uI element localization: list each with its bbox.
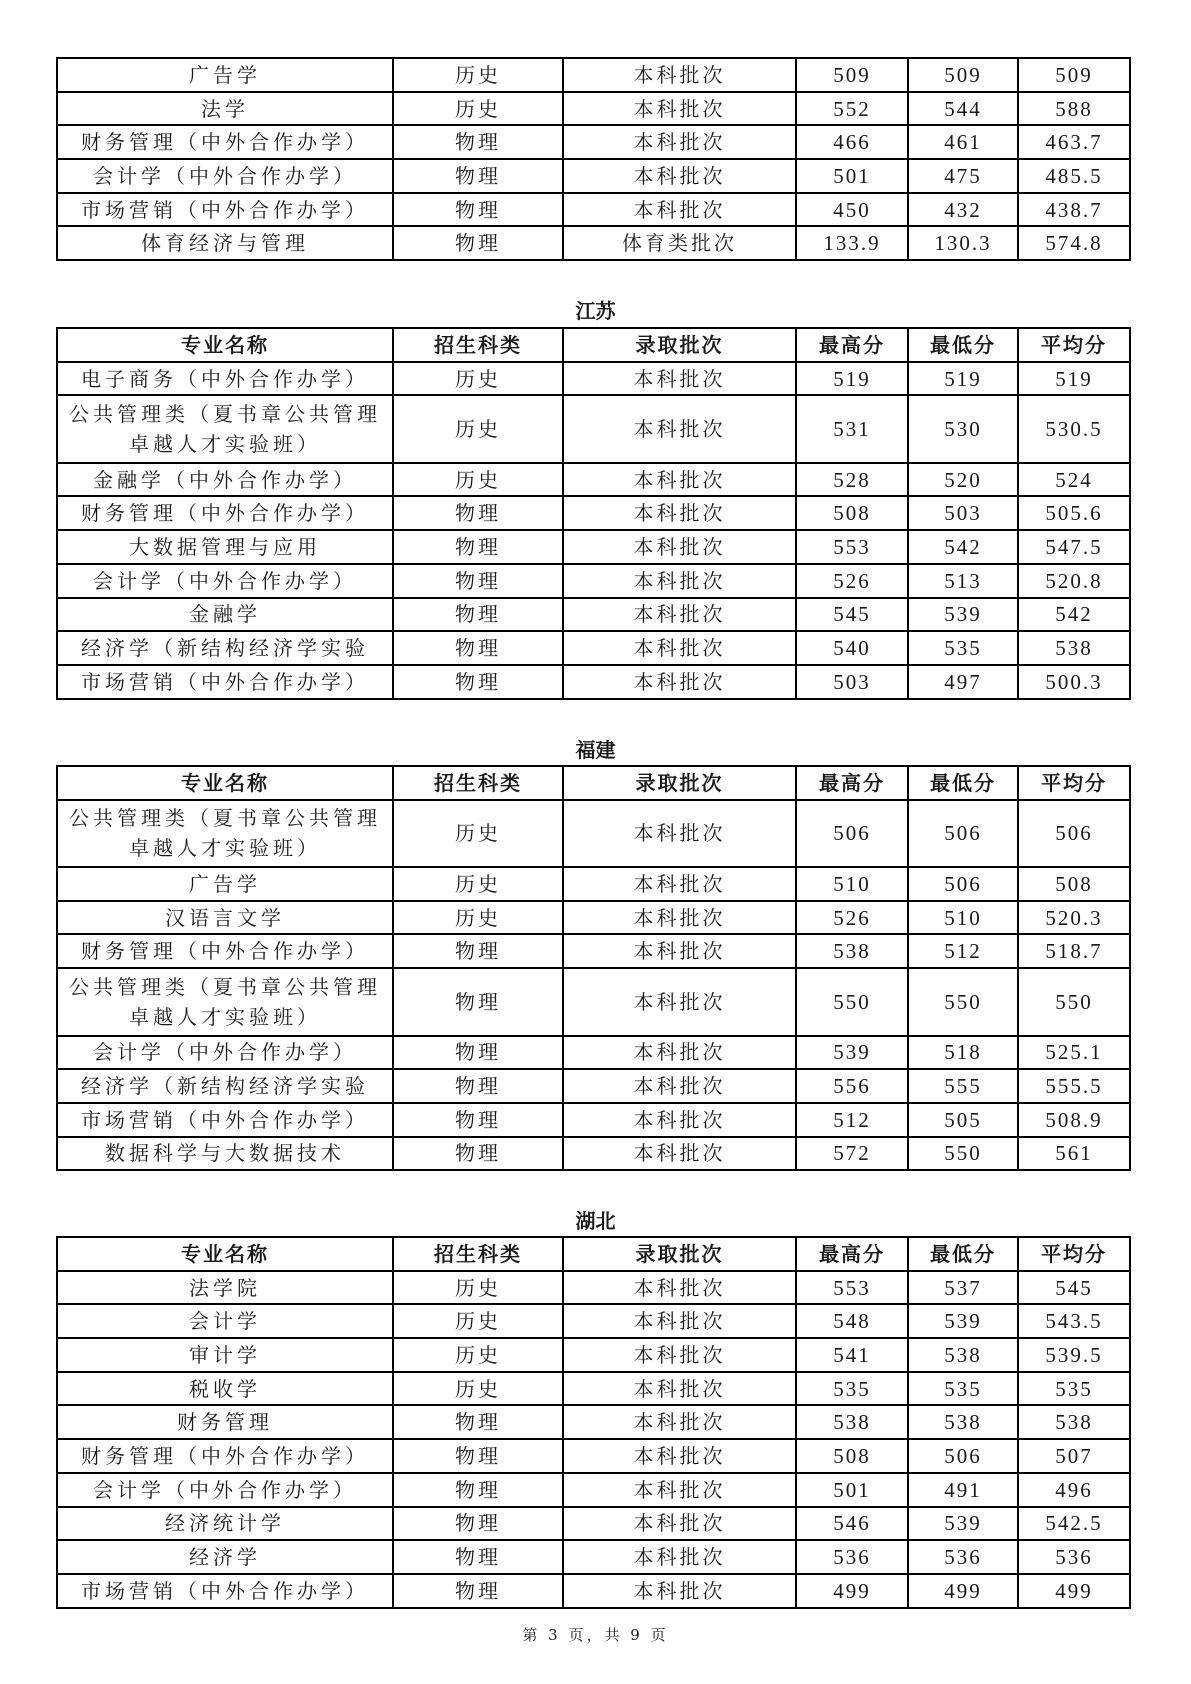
cell-major: 市场营销（中外合作办学） bbox=[57, 1574, 393, 1608]
table-row bbox=[57, 564, 1130, 598]
table-body bbox=[57, 1271, 1130, 1608]
cell-batch: 本科批次 bbox=[563, 463, 796, 497]
table-row bbox=[57, 1372, 1130, 1406]
col-header-category: 招生科类 bbox=[393, 1237, 563, 1271]
table-row bbox=[57, 92, 1130, 126]
cell-min-score: 538 bbox=[908, 1338, 1018, 1372]
cell-category: 历史 bbox=[393, 1338, 563, 1372]
cell-batch: 本科批次 bbox=[563, 631, 796, 665]
cell-category: 物理 bbox=[393, 496, 563, 530]
table-jiangsu bbox=[56, 327, 1131, 700]
cell-avg-score: 438.7 bbox=[1018, 193, 1130, 227]
cell-batch: 本科批次 bbox=[563, 193, 796, 227]
cell-min-score: 506 bbox=[908, 867, 1018, 901]
cell-max-score: 553 bbox=[796, 530, 908, 564]
table-header-row bbox=[57, 766, 1130, 800]
cell-category: 物理 bbox=[393, 1036, 563, 1070]
cell-avg-score: 545 bbox=[1018, 1271, 1130, 1305]
cell-batch: 体育类批次 bbox=[563, 226, 796, 260]
cell-max-score: 499 bbox=[796, 1574, 908, 1608]
table-header-row bbox=[57, 328, 1130, 362]
cell-major: 会计学（中外合作办学） bbox=[57, 564, 393, 598]
cell-category: 物理 bbox=[393, 1069, 563, 1103]
cell-max-score: 552 bbox=[796, 92, 908, 126]
cell-category: 历史 bbox=[393, 800, 563, 867]
section-title-hubei: 湖北 bbox=[575, 1209, 616, 1233]
cell-max-score: 506 bbox=[796, 800, 908, 867]
cell-min-score: 130.3 bbox=[908, 226, 1018, 260]
cell-category: 历史 bbox=[393, 901, 563, 935]
cell-major: 财务管理（中外合作办学） bbox=[57, 496, 393, 530]
cell-category: 历史 bbox=[393, 1304, 563, 1338]
cell-min-score: 512 bbox=[908, 934, 1018, 968]
cell-max-score: 526 bbox=[796, 901, 908, 935]
cell-category: 物理 bbox=[393, 1507, 563, 1541]
col-header-major: 专业名称 bbox=[57, 328, 393, 362]
cell-min-score: 537 bbox=[908, 1271, 1018, 1305]
cell-min-score: 506 bbox=[908, 800, 1018, 867]
section-title-jiangsu: 江苏 bbox=[575, 299, 616, 323]
table-row bbox=[57, 1507, 1130, 1541]
cell-avg-score: 538 bbox=[1018, 1405, 1130, 1439]
table-row bbox=[57, 934, 1130, 968]
cell-category: 物理 bbox=[393, 1439, 563, 1473]
cell-batch: 本科批次 bbox=[563, 1540, 796, 1574]
cell-major: 电子商务（中外合作办学） bbox=[57, 362, 393, 396]
cell-avg-score: 506 bbox=[1018, 800, 1130, 867]
col-header-category: 招生科类 bbox=[393, 328, 563, 362]
cell-batch: 本科批次 bbox=[563, 1036, 796, 1070]
cell-max-score: 501 bbox=[796, 1473, 908, 1507]
col-header-min: 最低分 bbox=[908, 328, 1018, 362]
cell-min-score: 513 bbox=[908, 564, 1018, 598]
col-header-batch: 录取批次 bbox=[563, 1237, 796, 1271]
table-row bbox=[57, 1036, 1130, 1070]
cell-category: 物理 bbox=[393, 665, 563, 699]
cell-avg-score: 530.5 bbox=[1018, 395, 1130, 462]
table-row bbox=[57, 665, 1130, 699]
cell-max-score: 553 bbox=[796, 1271, 908, 1305]
cell-major: 法学 bbox=[57, 92, 393, 126]
cell-max-score: 538 bbox=[796, 934, 908, 968]
cell-max-score: 450 bbox=[796, 193, 908, 227]
cell-major: 数据科学与大数据技术 bbox=[57, 1137, 393, 1171]
col-header-avg: 平均分 bbox=[1018, 1237, 1130, 1271]
cell-max-score: 535 bbox=[796, 1372, 908, 1406]
cell-max-score: 572 bbox=[796, 1137, 908, 1171]
cell-category: 历史 bbox=[393, 463, 563, 497]
cell-category: 物理 bbox=[393, 1137, 563, 1171]
cell-avg-score: 588 bbox=[1018, 92, 1130, 126]
cell-major bbox=[57, 395, 393, 462]
cell-min-score: 555 bbox=[908, 1069, 1018, 1103]
cell-category: 历史 bbox=[393, 92, 563, 126]
cell-batch: 本科批次 bbox=[563, 598, 796, 632]
cell-max-score: 133.9 bbox=[796, 226, 908, 260]
cell-major-line: 卓越人才实验班） bbox=[129, 1004, 321, 1029]
cell-max-score: 546 bbox=[796, 1507, 908, 1541]
cell-min-score: 432 bbox=[908, 193, 1018, 227]
cell-category: 物理 bbox=[393, 564, 563, 598]
cell-major bbox=[57, 800, 393, 867]
cell-min-score: 520 bbox=[908, 463, 1018, 497]
section-title-fujian: 福建 bbox=[575, 738, 616, 762]
cell-max-score: 531 bbox=[796, 395, 908, 462]
cell-avg-score: 518.7 bbox=[1018, 934, 1130, 968]
table-row bbox=[57, 1405, 1130, 1439]
cell-avg-score: 496 bbox=[1018, 1473, 1130, 1507]
cell-major: 广告学 bbox=[57, 867, 393, 901]
cell-max-score: 512 bbox=[796, 1103, 908, 1137]
cell-avg-score: 520.8 bbox=[1018, 564, 1130, 598]
col-header-min: 最低分 bbox=[908, 766, 1018, 800]
cell-major: 法学院 bbox=[57, 1271, 393, 1305]
cell-avg-score: 500.3 bbox=[1018, 665, 1130, 699]
table-body bbox=[57, 58, 1130, 260]
table-row bbox=[57, 631, 1130, 665]
cell-min-score: 550 bbox=[908, 1137, 1018, 1171]
cell-major: 会计学（中外合作办学） bbox=[57, 1473, 393, 1507]
col-header-batch: 录取批次 bbox=[563, 328, 796, 362]
cell-avg-score: 535 bbox=[1018, 1372, 1130, 1406]
cell-max-score: 550 bbox=[796, 968, 908, 1035]
table-row bbox=[57, 1439, 1130, 1473]
cell-min-score: 461 bbox=[908, 125, 1018, 159]
cell-avg-score: 550 bbox=[1018, 968, 1130, 1035]
cell-avg-score: 463.7 bbox=[1018, 125, 1130, 159]
cell-major: 大数据管理与应用 bbox=[57, 530, 393, 564]
cell-batch: 本科批次 bbox=[563, 934, 796, 968]
cell-category: 物理 bbox=[393, 598, 563, 632]
cell-major: 审计学 bbox=[57, 1338, 393, 1372]
cell-min-score: 539 bbox=[908, 598, 1018, 632]
cell-max-score: 545 bbox=[796, 598, 908, 632]
cell-min-score: 519 bbox=[908, 362, 1018, 396]
page-footer: 第 3 页，共 9 页 bbox=[522, 1626, 669, 1644]
cell-category: 历史 bbox=[393, 1372, 563, 1406]
cell-avg-score: 547.5 bbox=[1018, 530, 1130, 564]
cell-avg-score: 508 bbox=[1018, 867, 1130, 901]
cell-major: 经济学（新结构经济学实验 bbox=[57, 631, 393, 665]
cell-max-score: 503 bbox=[796, 665, 908, 699]
cell-category: 历史 bbox=[393, 362, 563, 396]
cell-category: 物理 bbox=[393, 968, 563, 1035]
cell-batch: 本科批次 bbox=[563, 58, 796, 92]
cell-category: 物理 bbox=[393, 1574, 563, 1608]
cell-min-score: 503 bbox=[908, 496, 1018, 530]
table-row bbox=[57, 1271, 1130, 1305]
cell-batch: 本科批次 bbox=[563, 1574, 796, 1608]
cell-avg-score: 555.5 bbox=[1018, 1069, 1130, 1103]
cell-avg-score: 520.3 bbox=[1018, 901, 1130, 935]
table-row bbox=[57, 1574, 1130, 1608]
cell-max-score: 508 bbox=[796, 496, 908, 530]
cell-max-score: 466 bbox=[796, 125, 908, 159]
cell-batch: 本科批次 bbox=[563, 496, 796, 530]
cell-batch: 本科批次 bbox=[563, 1507, 796, 1541]
col-header-category: 招生科类 bbox=[393, 766, 563, 800]
cell-avg-score: 536 bbox=[1018, 1540, 1130, 1574]
table-row bbox=[57, 800, 1130, 867]
cell-max-score: 509 bbox=[796, 58, 908, 92]
cell-avg-score: 561 bbox=[1018, 1137, 1130, 1171]
cell-min-score: 475 bbox=[908, 159, 1018, 193]
cell-min-score: 542 bbox=[908, 530, 1018, 564]
cell-major: 会计学 bbox=[57, 1304, 393, 1338]
cell-avg-score: 574.8 bbox=[1018, 226, 1130, 260]
table-row bbox=[57, 125, 1130, 159]
table-continued bbox=[56, 57, 1131, 261]
cell-min-score: 499 bbox=[908, 1574, 1018, 1608]
cell-batch: 本科批次 bbox=[563, 901, 796, 935]
table-row bbox=[57, 395, 1130, 462]
col-header-avg: 平均分 bbox=[1018, 328, 1130, 362]
cell-major: 经济学 bbox=[57, 1540, 393, 1574]
cell-batch: 本科批次 bbox=[563, 867, 796, 901]
table-body bbox=[57, 800, 1130, 1171]
table-row bbox=[57, 1540, 1130, 1574]
cell-major: 财务管理（中外合作办学） bbox=[57, 125, 393, 159]
cell-max-score: 508 bbox=[796, 1439, 908, 1473]
table-row bbox=[57, 463, 1130, 497]
table-row bbox=[57, 530, 1130, 564]
cell-batch: 本科批次 bbox=[563, 395, 796, 462]
cell-avg-score: 524 bbox=[1018, 463, 1130, 497]
table-row bbox=[57, 968, 1130, 1035]
cell-min-score: 544 bbox=[908, 92, 1018, 126]
col-header-avg: 平均分 bbox=[1018, 766, 1130, 800]
cell-avg-score: 539.5 bbox=[1018, 1338, 1130, 1372]
cell-category: 历史 bbox=[393, 867, 563, 901]
table-row bbox=[57, 867, 1130, 901]
cell-avg-score: 525.1 bbox=[1018, 1036, 1130, 1070]
cell-major: 会计学（中外合作办学） bbox=[57, 159, 393, 193]
cell-batch: 本科批次 bbox=[563, 800, 796, 867]
cell-category: 历史 bbox=[393, 1271, 563, 1305]
cell-batch: 本科批次 bbox=[563, 564, 796, 598]
cell-major: 经济学（新结构经济学实验 bbox=[57, 1069, 393, 1103]
table-fujian bbox=[56, 765, 1131, 1171]
table-row bbox=[57, 1338, 1130, 1372]
cell-max-score: 541 bbox=[796, 1338, 908, 1372]
cell-min-score: 491 bbox=[908, 1473, 1018, 1507]
cell-batch: 本科批次 bbox=[563, 1137, 796, 1171]
table-row bbox=[57, 901, 1130, 935]
cell-avg-score: 543.5 bbox=[1018, 1304, 1130, 1338]
cell-major: 市场营销（中外合作办学） bbox=[57, 1103, 393, 1137]
cell-category: 历史 bbox=[393, 58, 563, 92]
cell-batch: 本科批次 bbox=[563, 1069, 796, 1103]
table-row bbox=[57, 1137, 1130, 1171]
cell-max-score: 556 bbox=[796, 1069, 908, 1103]
cell-min-score: 539 bbox=[908, 1507, 1018, 1541]
cell-major: 财务管理（中外合作办学） bbox=[57, 1439, 393, 1473]
table-row bbox=[57, 58, 1130, 92]
cell-min-score: 550 bbox=[908, 968, 1018, 1035]
cell-batch: 本科批次 bbox=[563, 1439, 796, 1473]
cell-major-line: 公共管理类（夏书章公共管理 bbox=[69, 402, 381, 427]
cell-category: 物理 bbox=[393, 1473, 563, 1507]
cell-min-score: 535 bbox=[908, 1372, 1018, 1406]
table-row bbox=[57, 1473, 1130, 1507]
cell-avg-score: 507 bbox=[1018, 1439, 1130, 1473]
cell-category: 物理 bbox=[393, 1540, 563, 1574]
cell-category: 物理 bbox=[393, 631, 563, 665]
cell-batch: 本科批次 bbox=[563, 1103, 796, 1137]
cell-avg-score: 519 bbox=[1018, 362, 1130, 396]
cell-min-score: 510 bbox=[908, 901, 1018, 935]
cell-category: 物理 bbox=[393, 193, 563, 227]
table-row bbox=[57, 1304, 1130, 1338]
table-row bbox=[57, 1103, 1130, 1137]
cell-avg-score: 508.9 bbox=[1018, 1103, 1130, 1137]
cell-major: 经济统计学 bbox=[57, 1507, 393, 1541]
cell-max-score: 510 bbox=[796, 867, 908, 901]
table-hubei bbox=[56, 1236, 1131, 1609]
cell-major: 金融学 bbox=[57, 598, 393, 632]
cell-max-score: 548 bbox=[796, 1304, 908, 1338]
cell-major-line: 公共管理类（夏书章公共管理 bbox=[69, 974, 381, 999]
cell-batch: 本科批次 bbox=[563, 125, 796, 159]
cell-batch: 本科批次 bbox=[563, 1372, 796, 1406]
table-header-row bbox=[57, 1237, 1130, 1271]
cell-batch: 本科批次 bbox=[563, 665, 796, 699]
cell-max-score: 538 bbox=[796, 1405, 908, 1439]
cell-avg-score: 499 bbox=[1018, 1574, 1130, 1608]
cell-major: 税收学 bbox=[57, 1372, 393, 1406]
col-header-max: 最高分 bbox=[796, 1237, 908, 1271]
cell-max-score: 526 bbox=[796, 564, 908, 598]
table-row bbox=[57, 598, 1130, 632]
table-row bbox=[57, 362, 1130, 396]
cell-batch: 本科批次 bbox=[563, 362, 796, 396]
cell-avg-score: 485.5 bbox=[1018, 159, 1130, 193]
cell-category: 物理 bbox=[393, 1103, 563, 1137]
cell-min-score: 539 bbox=[908, 1304, 1018, 1338]
col-header-max: 最高分 bbox=[796, 328, 908, 362]
cell-major: 市场营销（中外合作办学） bbox=[57, 193, 393, 227]
cell-avg-score: 542.5 bbox=[1018, 1507, 1130, 1541]
cell-category: 历史 bbox=[393, 395, 563, 462]
cell-batch: 本科批次 bbox=[563, 968, 796, 1035]
cell-min-score: 509 bbox=[908, 58, 1018, 92]
cell-max-score: 539 bbox=[796, 1036, 908, 1070]
cell-avg-score: 505.6 bbox=[1018, 496, 1130, 530]
cell-avg-score: 542 bbox=[1018, 598, 1130, 632]
cell-batch: 本科批次 bbox=[563, 159, 796, 193]
col-header-major: 专业名称 bbox=[57, 766, 393, 800]
cell-major-line: 卓越人才实验班） bbox=[129, 432, 321, 457]
cell-batch: 本科批次 bbox=[563, 1405, 796, 1439]
cell-category: 物理 bbox=[393, 159, 563, 193]
cell-min-score: 497 bbox=[908, 665, 1018, 699]
cell-major: 财务管理（中外合作办学） bbox=[57, 934, 393, 968]
cell-max-score: 536 bbox=[796, 1540, 908, 1574]
cell-category: 物理 bbox=[393, 934, 563, 968]
cell-batch: 本科批次 bbox=[563, 1338, 796, 1372]
cell-min-score: 536 bbox=[908, 1540, 1018, 1574]
cell-major bbox=[57, 968, 393, 1035]
cell-major: 体育经济与管理 bbox=[57, 226, 393, 260]
cell-min-score: 530 bbox=[908, 395, 1018, 462]
cell-category: 物理 bbox=[393, 1405, 563, 1439]
table-row bbox=[57, 159, 1130, 193]
cell-min-score: 538 bbox=[908, 1405, 1018, 1439]
cell-batch: 本科批次 bbox=[563, 1304, 796, 1338]
cell-major: 金融学（中外合作办学） bbox=[57, 463, 393, 497]
cell-category: 物理 bbox=[393, 530, 563, 564]
cell-min-score: 518 bbox=[908, 1036, 1018, 1070]
cell-major: 市场营销（中外合作办学） bbox=[57, 665, 393, 699]
cell-major: 汉语言文学 bbox=[57, 901, 393, 935]
col-header-batch: 录取批次 bbox=[563, 766, 796, 800]
col-header-min: 最低分 bbox=[908, 1237, 1018, 1271]
cell-batch: 本科批次 bbox=[563, 1473, 796, 1507]
cell-category: 物理 bbox=[393, 226, 563, 260]
cell-max-score: 501 bbox=[796, 159, 908, 193]
cell-major: 广告学 bbox=[57, 58, 393, 92]
col-header-major: 专业名称 bbox=[57, 1237, 393, 1271]
col-header-max: 最高分 bbox=[796, 766, 908, 800]
cell-avg-score: 509 bbox=[1018, 58, 1130, 92]
table-row bbox=[57, 496, 1130, 530]
table-body bbox=[57, 362, 1130, 699]
cell-avg-score: 538 bbox=[1018, 631, 1130, 665]
cell-major: 会计学（中外合作办学） bbox=[57, 1036, 393, 1070]
cell-max-score: 519 bbox=[796, 362, 908, 396]
cell-min-score: 535 bbox=[908, 631, 1018, 665]
table-row bbox=[57, 193, 1130, 227]
cell-major-line: 公共管理类（夏书章公共管理 bbox=[69, 806, 381, 831]
table-row bbox=[57, 226, 1130, 260]
cell-min-score: 505 bbox=[908, 1103, 1018, 1137]
cell-batch: 本科批次 bbox=[563, 1271, 796, 1305]
cell-batch: 本科批次 bbox=[563, 530, 796, 564]
cell-major: 财务管理 bbox=[57, 1405, 393, 1439]
cell-min-score: 506 bbox=[908, 1439, 1018, 1473]
table-row bbox=[57, 1069, 1130, 1103]
cell-max-score: 528 bbox=[796, 463, 908, 497]
cell-category: 物理 bbox=[393, 125, 563, 159]
cell-max-score: 540 bbox=[796, 631, 908, 665]
cell-major-line: 卓越人才实验班） bbox=[129, 836, 321, 861]
cell-batch: 本科批次 bbox=[563, 92, 796, 126]
